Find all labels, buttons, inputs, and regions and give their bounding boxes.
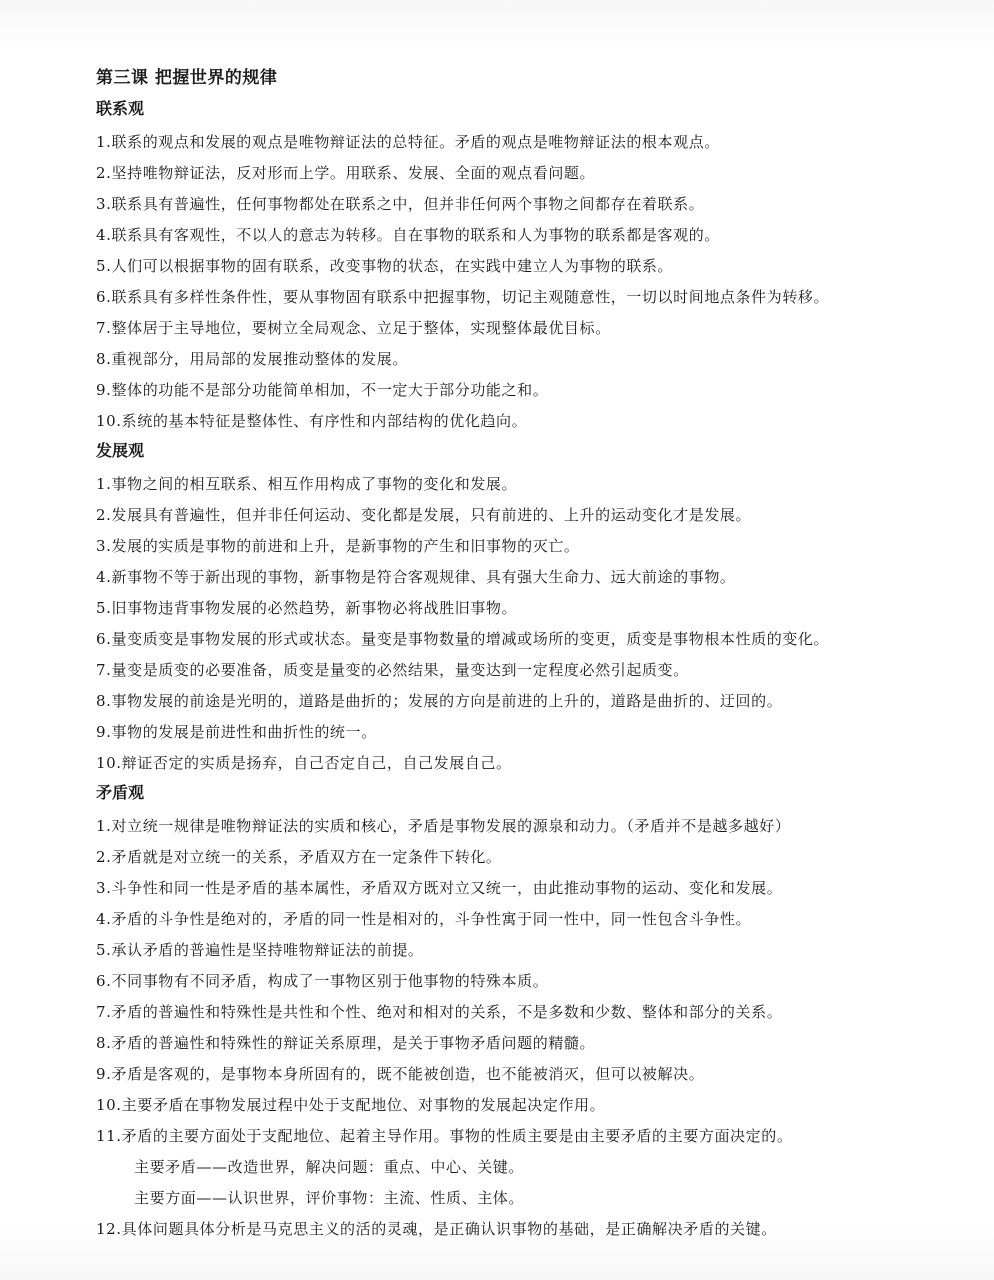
list-item: 4.新事物不等于新出现的事物，新事物是符合客观规律、具有强大生命力、远大前途的事物。 [96,568,736,586]
list-subitem: 主要矛盾——改造世界，解决问题：重点、中心、关键。 [134,1158,525,1176]
list-item: 1.事物之间的相互联系、相互作用构成了事物的变化和发展。 [96,475,518,493]
list-item: 4.矛盾的斗争性是绝对的，矛盾的同一性是相对的，斗争性寓于同一性中，同一性包含斗争性。 [96,910,752,928]
list-item: 10.辩证否定的实质是扬弃，自己否定自己，自己发展自己。 [96,754,512,772]
list-item: 9.整体的功能不是部分功能简单相加，不一定大于部分功能之和。 [96,381,549,399]
list-item: 7.量变是质变的必要准备，质变是量变的必然结果，量变达到一定程度必然引起质变。 [96,661,689,679]
list-item: 3.斗争性和同一性是矛盾的基本属性，矛盾双方既对立又统一，由此推动事物的运动、变化和发展。 [96,879,783,897]
section-heading: 联系观 [96,99,145,118]
list-item: 8.矛盾的普遍性和特殊性的辩证关系原理，是关于事物矛盾问题的精髓。 [96,1034,596,1052]
list-item: 6.不同事物有不同矛盾，构成了一事物区别于他事物的特殊本质。 [96,972,549,990]
list-item: 10.主要矛盾在事物发展过程中处于支配地位、对事物的发展起决定作用。 [96,1096,606,1114]
list-item: 2.发展具有普遍性，但并非任何运动、变化都是发展，只有前进的、上升的运动变化才是发展。 [96,506,752,524]
list-item: 3.联系具有普遍性，任何事物都处在联系之中，但并非任何两个事物之间都存在着联系。 [96,195,705,213]
list-item: 5.承认矛盾的普遍性是坚持唯物辩证法的前提。 [96,941,424,959]
list-item: 7.整体居于主导地位，要树立全局观念、立足于整体，实现整体最优目标。 [96,319,611,337]
list-item: 3.发展的实质是事物的前进和上升，是新事物的产生和旧事物的灭亡。 [96,537,580,555]
section-connection [96,97,966,437]
list-subitem: 主要方面——认识世界，评价事物：主流、性质、主体。 [134,1189,525,1207]
list-item: 11.矛盾的主要方面处于支配地位、起着主导作用。事物的性质主要是由主要矛盾的主要方面决定的。 [96,1127,793,1145]
list-item: 10.系统的基本特征是整体性、有序性和内部结构的优化趋向。 [96,412,528,430]
list-item: 8.事物发展的前途是光明的，道路是曲折的；发展的方向是前进的上升的，道路是曲折的、迂回的。 [96,692,783,710]
list-item: 9.矛盾是客观的，是事物本身所固有的，既不能被创造，也不能被消灭，但可以被解决。 [96,1065,705,1083]
lesson-title: 第三课 把握世界的规律 [96,68,278,88]
section-development [96,439,966,779]
list-item: 4.联系具有客观性，不以人的意志为转移。自在事物的联系和人为事物的联系都是客观的。 [96,226,720,244]
list-item: 9.事物的发展是前进性和曲折性的统一。 [96,723,377,741]
list-item: 5.人们可以根据事物的固有联系，改变事物的状态，在实践中建立人为事物的联系。 [96,257,674,275]
section-heading: 发展观 [96,441,145,460]
list-item: 1.联系的观点和发展的观点是唯物辩证法的总特征。矛盾的观点是唯物辩证法的根本观点。 [96,133,720,151]
list-item: 2.矛盾就是对立统一的关系，矛盾双方在一定条件下转化。 [96,848,502,866]
list-item: 6.联系具有多样性条件性，要从事物固有联系中把握事物，切记主观随意性，一切以时间地点条件为转移。 [96,288,830,306]
section-contradiction [96,781,966,1245]
section-heading: 矛盾观 [96,783,145,802]
list-item: 8.重视部分，用局部的发展推动整体的发展。 [96,350,408,368]
list-item: 5.旧事物违背事物发展的必然趋势，新事物必将战胜旧事物。 [96,599,518,617]
list-item: 7.矛盾的普遍性和特殊性是共性和个性、绝对和相对的关系，不是多数和少数、整体和部分的关系。 [96,1003,783,1021]
list-item: 12.具体问题具体分析是马克思主义的活的灵魂，是正确认识事物的基础，是正确解决矛盾的关键。 [96,1220,777,1238]
list-item: 2.坚持唯物辩证法，反对形而上学。用联系、发展、全面的观点看问题。 [96,164,596,182]
list-item: 1.对立统一规律是唯物辩证法的实质和核心，矛盾是事物发展的源泉和动力。（矛盾并不是越多越好） [96,817,791,835]
document-content [96,66,966,1247]
list-item: 6.量变质变是事物发展的形式或状态。量变是事物数量的增减或场所的变更，质变是事物根本性质的变化。 [96,630,830,648]
